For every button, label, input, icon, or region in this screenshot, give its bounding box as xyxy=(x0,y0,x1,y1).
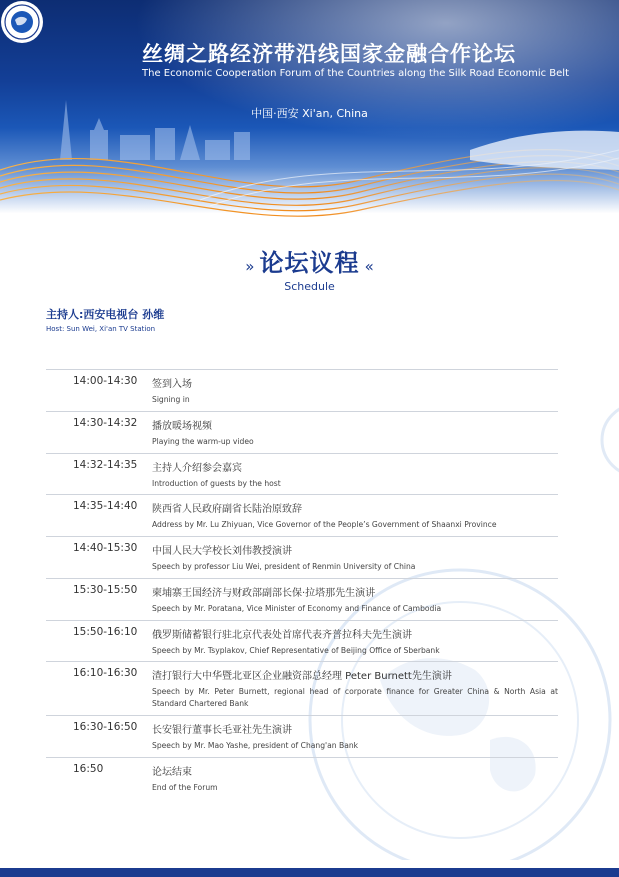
schedule-time: 14:00-14:30 xyxy=(73,375,138,387)
schedule-row xyxy=(46,662,558,716)
schedule-item-cn: 中国人民大学校长刘伟教授演讲 xyxy=(152,546,292,558)
schedule-item-cn: 俄罗斯储蓄银行驻北京代表处首席代表齐普拉科夫先生演讲 xyxy=(152,629,412,641)
schedule-item-cn: 长安银行董事长毛亚社先生演讲 xyxy=(152,724,292,736)
schedule-item-cn: 陕西省人民政府副省长陆治原致辞 xyxy=(152,504,302,516)
schedule-item-en: Speech by Mr. Mao Yashe, president of Chang'an Bank xyxy=(152,740,359,750)
schedule-row xyxy=(46,537,558,579)
schedule-row xyxy=(46,716,558,758)
schedule-row xyxy=(46,621,558,663)
forum-title-cn: 丝绸之路经济带沿线国家金融合作论坛 xyxy=(142,42,516,66)
host-label-en: Host: Sun Wei, Xi'an TV Station xyxy=(46,325,156,333)
host-info xyxy=(46,303,164,333)
schedule-item-cn: 签到入场 xyxy=(152,379,192,390)
chevron-left-icon: » xyxy=(245,257,255,276)
schedule-item-cn: 论坛结束 xyxy=(152,766,192,778)
schedule-heading xyxy=(0,243,619,293)
schedule-item-en: Signing in xyxy=(152,395,190,404)
schedule-row xyxy=(46,495,558,537)
schedule-time: 16:50 xyxy=(73,762,104,775)
schedule-time: 15:50-16:10 xyxy=(73,625,138,638)
schedule-title-cn: 论坛议程 xyxy=(259,249,360,277)
forum-title-en: The Economic Cooperation Forum of the Countries along the Silk Road Economic Belt xyxy=(142,68,569,79)
schedule-item-cn: 播放暖场视频 xyxy=(152,420,212,432)
footer-bar xyxy=(0,868,619,877)
schedule-time: 16:30-16:50 xyxy=(73,720,138,733)
schedule-time: 15:30-15:50 xyxy=(73,583,138,596)
globe-watermark-edge-icon xyxy=(598,400,619,480)
schedule-item-cn: 柬埔寨王国经济与财政部副部长保·拉塔那先生演讲 xyxy=(152,587,376,599)
schedule-time: 14:32-14:35 xyxy=(73,458,138,471)
schedule-time: 14:35-14:40 xyxy=(73,500,138,513)
schedule-item-en: End of the Forum xyxy=(152,782,218,792)
host-label-cn: 主持人:西安电视台 孙维 xyxy=(46,308,165,321)
forum-logo-icon xyxy=(0,0,44,44)
schedule-time: 16:10-16:30 xyxy=(73,667,138,680)
schedule-row xyxy=(46,579,558,621)
schedule-item-en: Playing the warm-up video xyxy=(152,436,254,446)
schedule-row xyxy=(46,758,558,799)
location: 中国·西安 Xi'an, China xyxy=(251,107,368,120)
header-banner xyxy=(0,0,619,232)
schedule-row xyxy=(46,454,558,496)
schedule-item-en: Introduction of guests by the host xyxy=(152,478,281,488)
chevron-right-icon: « xyxy=(364,257,374,276)
schedule-item-en: Speech by Mr. Poratana, Vice Minister of Economy and Finance of Cambodia xyxy=(152,603,442,613)
schedule-item-en: Speech by Mr. Peter Burnett, regional head of corporate finance for Greater China & North Asia at Standard Chartered Bank xyxy=(152,687,558,709)
schedule-item-cn: 主持人介绍参会嘉宾 xyxy=(152,462,242,474)
schedule-item-en: Speech by Mr. Tsyplakov, Chief Representative of Beijing Office of Sberbank xyxy=(152,645,440,655)
schedule-row xyxy=(46,412,558,454)
schedule-item-en: Address by Mr. Lu Zhiyuan, Vice Governor of the People’s Government of Shaanxi Province xyxy=(152,520,497,530)
schedule-time: 14:30-14:32 xyxy=(73,416,138,429)
schedule-item-en: Speech by professor Liu Wei, president of Renmin University of China xyxy=(152,562,416,572)
schedule-item-cn: 渣打银行大中华暨北亚区企业融资部总经理 Peter Burnett先生演讲 xyxy=(152,671,452,683)
schedule-time: 14:40-15:30 xyxy=(73,542,138,555)
schedule-title-en: Schedule xyxy=(284,280,335,293)
schedule-table xyxy=(46,369,558,798)
schedule-row xyxy=(46,370,558,412)
